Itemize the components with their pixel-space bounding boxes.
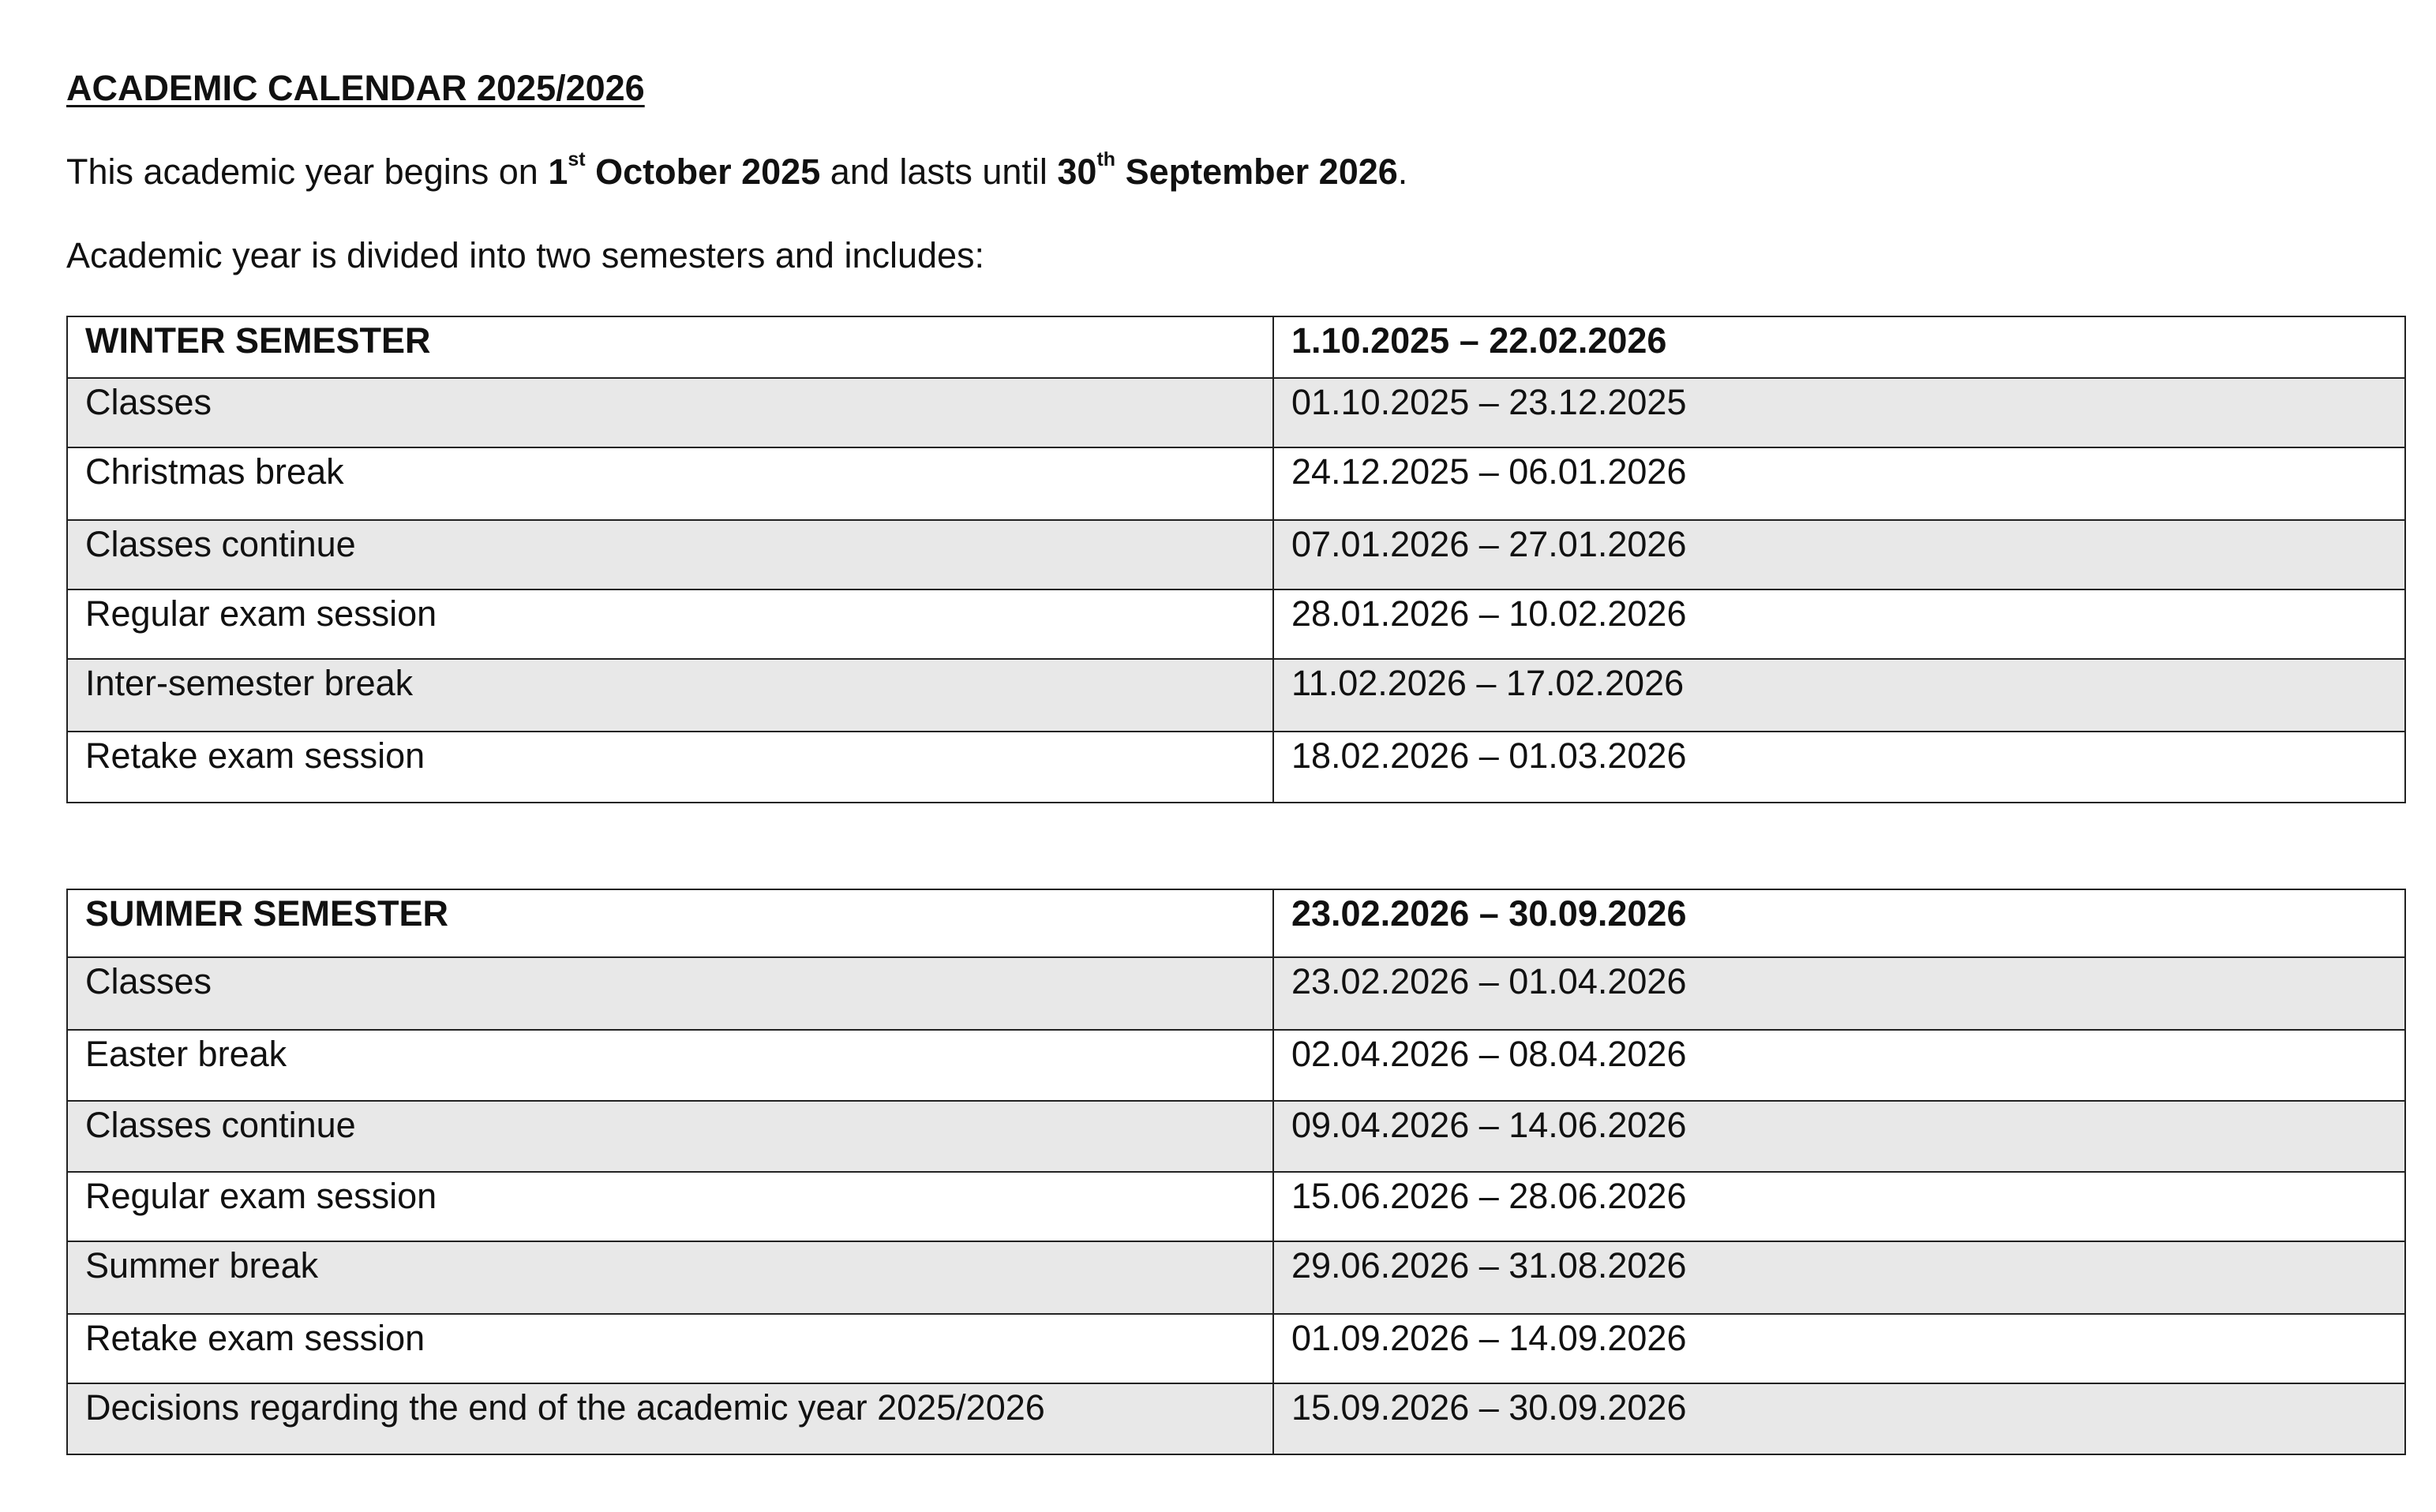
period-label: Summer break <box>67 1241 1273 1314</box>
period-dates: 24.12.2025 – 06.01.2026 <box>1273 447 2405 520</box>
semester-name: SUMMER SEMESTER <box>67 889 1273 957</box>
period-label: Regular exam session <box>67 589 1273 659</box>
period-dates: 23.02.2026 – 01.04.2026 <box>1273 957 2405 1030</box>
start-date: 1st October 2025 <box>548 148 821 192</box>
table-row <box>67 447 2405 520</box>
semester-range: 23.02.2026 – 30.09.2026 <box>1273 889 2405 957</box>
table-row <box>67 1241 2405 1314</box>
period-label: Classes <box>67 378 1273 447</box>
period-dates: 15.06.2026 – 28.06.2026 <box>1273 1172 2405 1241</box>
period-label: Classes continue <box>67 520 1273 589</box>
period-label: Retake exam session <box>67 732 1273 803</box>
page-title: ACADEMIC CALENDAR 2025/2026 <box>66 68 645 108</box>
period-label: Inter-semester break <box>67 659 1273 732</box>
table-row <box>67 378 2405 447</box>
table-row <box>67 659 2405 732</box>
table-row <box>67 589 2405 659</box>
period-dates: 02.04.2026 – 08.04.2026 <box>1273 1030 2405 1101</box>
table-row <box>67 1314 2405 1383</box>
period-label: Retake exam session <box>67 1314 1273 1383</box>
period-dates: 18.02.2026 – 01.03.2026 <box>1273 732 2405 803</box>
table-row <box>67 1030 2405 1101</box>
period-label: Decisions regarding the end of the academic year 2025/2026 <box>67 1383 1273 1454</box>
period-label: Classes continue <box>67 1101 1273 1172</box>
winter-semester-table <box>66 316 2406 803</box>
table-row <box>67 1172 2405 1241</box>
period-dates: 15.09.2026 – 30.09.2026 <box>1273 1383 2405 1454</box>
period-label: Christmas break <box>67 447 1273 520</box>
end-date: 30th September 2026 <box>1057 148 1398 192</box>
period-dates: 07.01.2026 – 27.01.2026 <box>1273 520 2405 589</box>
period-dates: 11.02.2026 – 17.02.2026 <box>1273 659 2405 732</box>
summer-semester-table <box>66 889 2406 1455</box>
intro-paragraph: This academic year begins on 1st October 2025 and lasts until 30th September 2026. <box>66 148 1408 192</box>
table-row <box>67 732 2405 803</box>
table-row <box>67 957 2405 1030</box>
period-dates: 28.01.2026 – 10.02.2026 <box>1273 589 2405 659</box>
period-label: Classes <box>67 957 1273 1030</box>
period-label: Easter break <box>67 1030 1273 1101</box>
semester-range: 1.10.2025 – 22.02.2026 <box>1273 316 2405 378</box>
period-dates: 09.04.2026 – 14.06.2026 <box>1273 1101 2405 1172</box>
period-dates: 01.10.2025 – 23.12.2025 <box>1273 378 2405 447</box>
table-row <box>67 1383 2405 1454</box>
period-dates: 01.09.2026 – 14.09.2026 <box>1273 1314 2405 1383</box>
table-header-row <box>67 889 2405 957</box>
period-dates: 29.06.2026 – 31.08.2026 <box>1273 1241 2405 1314</box>
period-label: Regular exam session <box>67 1172 1273 1241</box>
table-row <box>67 1101 2405 1172</box>
intro-middle: and lasts until <box>820 152 1058 192</box>
includes-paragraph: Academic year is divided into two semesters and includes: <box>66 235 985 275</box>
intro-prefix: This academic year begins on <box>66 152 549 192</box>
table-header-row <box>67 316 2405 378</box>
semester-name: WINTER SEMESTER <box>67 316 1273 378</box>
table-row <box>67 520 2405 589</box>
